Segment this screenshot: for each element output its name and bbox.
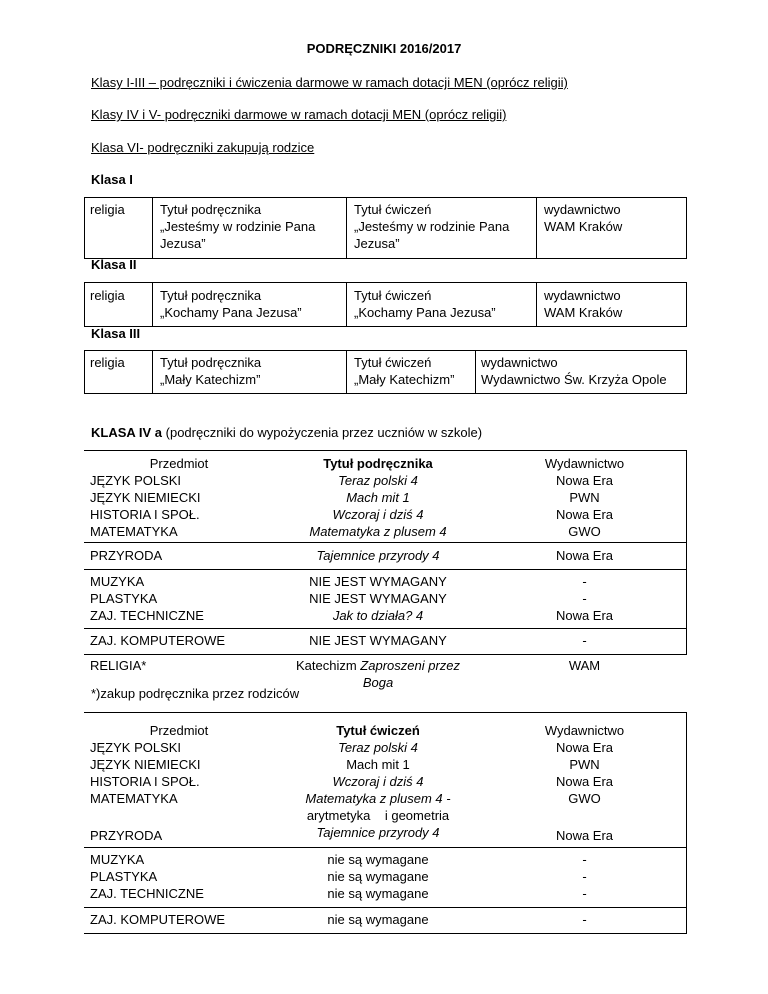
klasa-2-ex-label: Tytuł ćwiczeń (354, 288, 432, 303)
books-subject: PLASTYKA (90, 591, 158, 606)
ex-title: Tajemnice przyrody 4 (316, 825, 440, 840)
books-title: Tajemnice przyrody 4 (316, 548, 440, 563)
ex-pub: Nowa Era (555, 740, 614, 755)
ex-title: nie są wymagane (327, 912, 429, 927)
books-table (84, 450, 687, 690)
klasa-3-ex-title: „Mały Katechizm” (354, 372, 455, 387)
books-col-subject: Przedmiot (149, 456, 209, 471)
books-pub: Nowa Era (555, 473, 614, 488)
ex-title: Wczoraj i dziś 4 (332, 774, 424, 789)
ex-pub: Nowa Era (555, 774, 614, 789)
klasa-1-pub-label: wydawnictwo (544, 202, 621, 217)
klasa-3-table (84, 350, 687, 394)
books-subject: HISTORIA I SPOŁ. (90, 507, 200, 522)
klasa-2-ex-title: „Kochamy Pana Jezusa” (354, 305, 496, 320)
books-pub: - (582, 633, 587, 648)
klasa-1-heading: Klasa I (91, 172, 133, 187)
books-title: Matematyka z plusem 4 (309, 524, 447, 539)
books-title: Teraz polski 4 (338, 473, 418, 488)
books-title: Wczoraj i dziś 4 (332, 507, 424, 522)
ex-title: Matematyka z plusem 4 - (305, 791, 451, 806)
ex-subject: PRZYRODA (90, 828, 163, 843)
books-pub: - (582, 574, 587, 589)
klasa-1-ex-title: „Jesteśmy w rodzinie Pana Jezusa” (354, 219, 510, 251)
ex-subject: ZAJ. KOMPUTEROWE (90, 912, 226, 927)
klasa-1-book-title: „Jesteśmy w rodzinie Pana Jezusa” (160, 219, 316, 251)
ex-col-title: Tytuł ćwiczeń (336, 723, 420, 738)
books-title-prefix: Katechizm (295, 658, 361, 673)
page-title: PODRĘCZNIKI 2016/2017 (306, 41, 462, 56)
ex-subject: JĘZYK NIEMIECKI (90, 757, 201, 772)
ex-pub: - (582, 912, 587, 927)
books-title: NIE JEST WYMAGANY (309, 591, 447, 606)
books-pub: WAM (568, 658, 601, 673)
ex-subject: ZAJ. TECHNICZNE (90, 886, 204, 901)
books-pub: PWN (569, 490, 600, 505)
books-pub: GWO (568, 524, 601, 539)
klasa-3-heading: Klasa III (91, 326, 141, 341)
exercises-table (84, 712, 687, 934)
ex-pub: GWO (568, 791, 601, 806)
note-klasa-6: Klasa VI- podręczniki zakupują rodzice (91, 140, 315, 155)
ex-subject: PLASTYKA (90, 869, 158, 884)
klasa-3-pub-label: wydawnictwo (481, 355, 558, 370)
klasa-1-pub: WAM Kraków (544, 219, 623, 234)
ex-title: Teraz polski 4 (338, 740, 418, 755)
klasa-3-subject: religia (90, 355, 125, 370)
ex-col-pub: Wydawnictwo (544, 723, 625, 738)
books-subject: ZAJ. KOMPUTEROWE (90, 633, 226, 648)
books-title-italic: Boga (362, 675, 394, 690)
klasa-3-ex-label: Tytuł ćwiczeń (354, 355, 432, 370)
klasa-1-book-label: Tytuł podręcznika (160, 202, 262, 217)
books-title: NIE JEST WYMAGANY (309, 633, 447, 648)
klasa-2-book-label: Tytuł podręcznika (160, 288, 262, 303)
ex-title: Mach mit 1 (346, 757, 410, 772)
klasa-1-subject: religia (90, 202, 125, 217)
ex-pub: - (582, 852, 587, 867)
note-klasy-1-3: Klasy I-III – podręczniki i ćwiczenia darmowe w ramach dotacji MEN (oprócz religii) (91, 75, 568, 90)
klasa-2-pub: WAM Kraków (544, 305, 623, 320)
books-pub: Nowa Era (555, 548, 614, 563)
ex-subject: HISTORIA I SPOŁ. (90, 774, 200, 789)
ex-title: nie są wymagane (327, 869, 429, 884)
note-klasy-4-5: Klasy IV i V- podręczniki darmowe w ramach dotacji MEN (oprócz religii) (91, 107, 507, 122)
books-col-pub: Wydawnictwo (544, 456, 625, 471)
klasa-2-subject: religia (90, 288, 125, 303)
books-subject: PRZYRODA (90, 548, 163, 563)
klasa-3-pub: Wydawnictwo Św. Krzyża Opole (481, 372, 667, 387)
klasa-4a-heading (91, 425, 482, 440)
ex-pub: Nowa Era (555, 828, 614, 843)
footnote: *)zakup podręcznika przez rodziców (91, 686, 300, 701)
books-subject: MUZYKA (90, 574, 145, 589)
klasa-3-book-label: Tytuł podręcznika (160, 355, 262, 370)
ex-subject: MATEMATYKA (90, 791, 178, 806)
klasa-4a-heading-bold: KLASA IV a (91, 425, 163, 440)
books-col-title: Tytuł podręcznika (323, 456, 433, 471)
ex-title: nie są wymagane (327, 852, 429, 867)
ex-subject: JĘZYK POLSKI (90, 740, 182, 755)
klasa-1-table (84, 197, 687, 259)
ex-pub: - (582, 886, 587, 901)
klasa-2-table (84, 282, 687, 327)
books-pub: - (582, 591, 587, 606)
books-pub: Nowa Era (555, 608, 614, 623)
klasa-2-book-title: „Kochamy Pana Jezusa” (160, 305, 302, 320)
books-subject: ZAJ. TECHNICZNE (90, 608, 204, 623)
books-title-religia (274, 657, 482, 674)
ex-title: nie są wymagane (327, 886, 429, 901)
klasa-4a-heading-rest: (podręczniki do wypożyczenia przez uczniów w szkole) (162, 425, 483, 440)
books-subject: MATEMATYKA (90, 524, 178, 539)
books-subject: RELIGIA* (90, 658, 147, 673)
klasa-1-ex-label: Tytuł ćwiczeń (354, 202, 432, 217)
ex-title: arytmetyka i geometria (306, 808, 450, 823)
ex-col-subject: Przedmiot (149, 723, 209, 738)
klasa-2-heading: Klasa II (91, 257, 137, 272)
books-title: Mach mit 1 (346, 490, 410, 505)
books-title: NIE JEST WYMAGANY (309, 574, 447, 589)
books-title-italic: Zaproszeni przez (360, 658, 461, 673)
klasa-2-pub-label: wydawnictwo (544, 288, 621, 303)
books-subject: JĘZYK NIEMIECKI (90, 490, 201, 505)
books-pub: Nowa Era (555, 507, 614, 522)
klasa-3-book-title: „Mały Katechizm” (160, 372, 261, 387)
ex-subject: MUZYKA (90, 852, 145, 867)
books-subject: JĘZYK POLSKI (90, 473, 182, 488)
ex-pub: PWN (569, 757, 600, 772)
ex-pub: - (582, 869, 587, 884)
books-title: Jak to działa? 4 (332, 608, 424, 623)
